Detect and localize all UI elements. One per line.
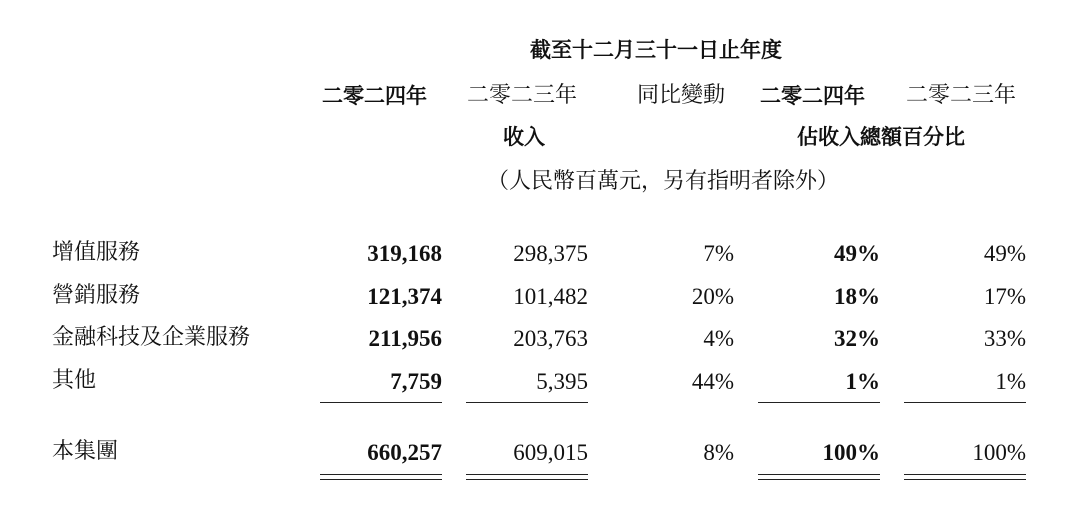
total-double-rule-bottom <box>758 479 880 480</box>
revenue-2024-cell: 319,168 <box>367 241 442 266</box>
total-double-rule-top <box>758 474 880 475</box>
pct-2024-cell: 18% <box>834 284 880 309</box>
yoy-change-cell: 44% <box>691 369 734 394</box>
revenue-2024-cell: 211,956 <box>368 326 442 351</box>
total-revenue-2023-cell: 609,015 <box>513 440 588 465</box>
row-label: 其他 <box>52 368 97 393</box>
total-double-rule-bottom <box>904 479 1026 480</box>
revenue-group-label: 收入 <box>503 125 545 149</box>
row-label: 營銷服務 <box>52 283 141 308</box>
total-double-rule-top <box>466 474 588 475</box>
column-header-pct-2023: 二零二三年 <box>906 83 1017 108</box>
revenue-2024-cell: 121,374 <box>367 284 442 309</box>
subtotal-rule <box>758 402 880 403</box>
total-label: 本集團 <box>52 439 119 464</box>
total-double-rule-bottom <box>466 479 588 480</box>
total-pct-2024-cell: 100% <box>822 440 880 465</box>
column-header-pct-2024: 二零二四年 <box>760 84 865 108</box>
revenue-2023-cell: 203,763 <box>513 326 588 351</box>
row-label: 金融科技及企業服務 <box>52 325 251 350</box>
revenue-2023-cell: 298,375 <box>513 241 588 266</box>
pct-2023-cell: 17% <box>983 284 1026 309</box>
pct-2024-cell: 32% <box>834 326 880 351</box>
column-header-revenue-2024: 二零二四年 <box>322 84 427 108</box>
pct-2024-cell: 49% <box>834 241 880 266</box>
yoy-change-cell: 20% <box>691 284 734 309</box>
row-label: 增值服務 <box>52 240 141 265</box>
pct-2023-cell: 1% <box>995 369 1026 394</box>
total-double-rule-top <box>904 474 1026 475</box>
yoy-change-cell: 7% <box>703 241 734 266</box>
total-yoy-change-cell: 8% <box>703 440 734 465</box>
subtotal-rule <box>904 402 1026 403</box>
revenue-2023-cell: 5,395 <box>536 369 588 394</box>
column-header-yoy-change: 同比變動 <box>637 83 726 108</box>
total-revenue-2024-cell: 660,257 <box>367 440 442 465</box>
pct-2023-cell: 33% <box>983 326 1026 351</box>
yoy-change-cell: 4% <box>703 326 734 351</box>
pct-2023-cell: 49% <box>983 241 1026 266</box>
revenue-2024-cell: 7,759 <box>390 369 442 394</box>
unit-note: （人民幣百萬元，另有指明者除外） <box>487 169 840 194</box>
column-header-revenue-2023: 二零二三年 <box>467 83 578 108</box>
pct-2024-cell: 1% <box>845 369 880 394</box>
period-title: 截至十二月三十一日止年度 <box>530 38 782 62</box>
revenue-2023-cell: 101,482 <box>513 284 588 309</box>
subtotal-rule <box>466 402 588 403</box>
total-double-rule-bottom <box>320 479 442 480</box>
total-pct-2023-cell: 100% <box>972 440 1026 465</box>
percent-of-total-group-label: 佔收入總額百分比 <box>797 125 965 149</box>
subtotal-rule <box>320 402 442 403</box>
total-double-rule-top <box>320 474 442 475</box>
